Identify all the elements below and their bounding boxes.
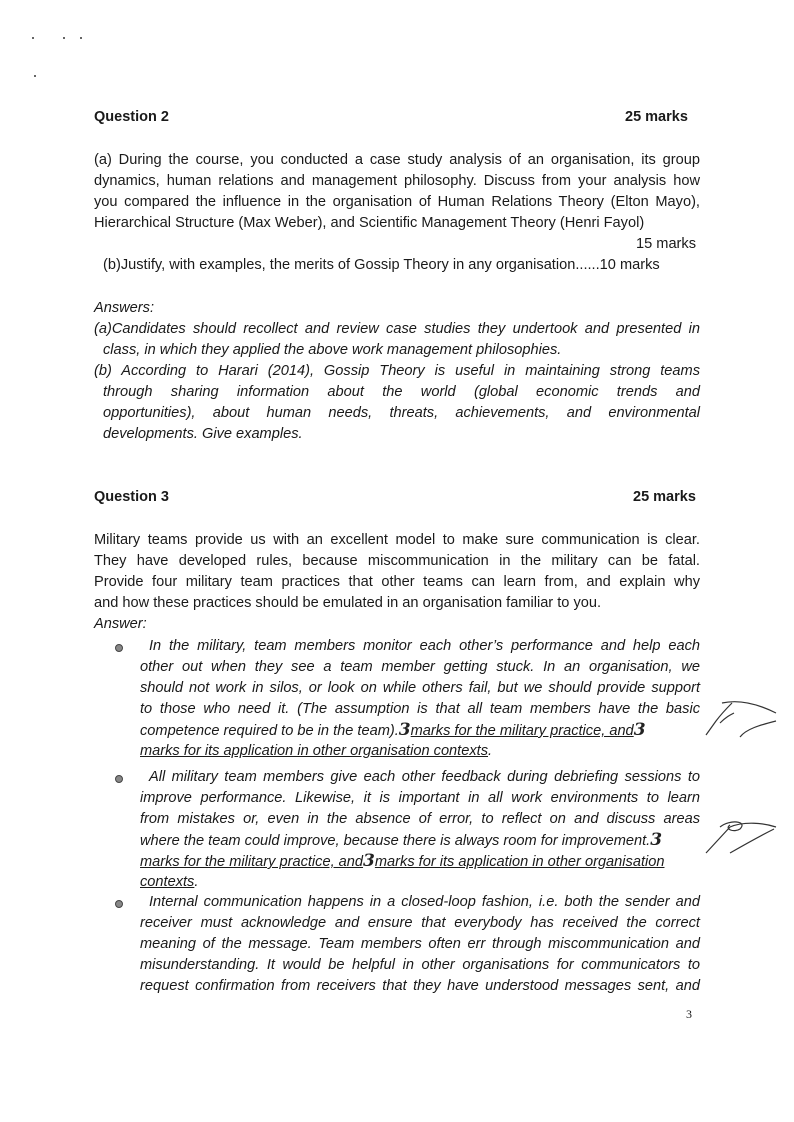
bullet-icon — [115, 775, 123, 783]
text-line: from mistakes or, even in the absence of error, to reflect on and discuss areas — [140, 811, 700, 827]
question-2-marks: 25 marks — [625, 109, 688, 125]
bullet-icon — [115, 644, 123, 652]
answer-bullet-2 — [140, 767, 700, 897]
underlined-text: marks for its application in other organisation — [374, 854, 665, 870]
question-3-intro — [94, 530, 700, 616]
underlined-text: marks for its application in other organisation contexts — [140, 743, 488, 759]
question-3-marks: 25 marks — [633, 489, 696, 505]
handwritten-mark: 3 — [363, 851, 375, 871]
text-line: Hierarchical Structure (Max Weber), and Scientific Management Theory (Henri Fayol) — [94, 215, 645, 231]
handwritten-mark: 3 — [398, 720, 411, 740]
text-line: Internal communication happens in a closed-loop fashion, i.e. both the sender and — [149, 894, 700, 910]
text-line: (a) During the course, you conducted a case study analysis of an organisation, its group — [94, 152, 700, 168]
text-line: class, in which they applied the above work management philosophies. — [103, 342, 562, 358]
bullet-icon — [115, 900, 123, 908]
handwritten-mark: 3 — [650, 830, 663, 850]
question-2-title: Question 2 — [94, 109, 169, 125]
answer-bullet-1 — [140, 636, 700, 766]
text-line: developments. Give examples. — [103, 426, 303, 442]
text-line: (a)Candidates should recollect and review case studies they undertook and presented in — [94, 321, 700, 337]
text-line: and how these practices should be emulated in an organisation familiar to you. — [94, 595, 602, 611]
part-a-marks: 15 marks — [636, 236, 697, 252]
text-line — [140, 830, 700, 852]
page-number: 3 — [686, 1007, 692, 1021]
text: . — [488, 743, 493, 759]
question-3-title: Question 3 — [94, 489, 169, 505]
text-line: They have developed rules, because miscommunication in the military can be fatal. — [94, 553, 700, 569]
scan-speck — [63, 37, 65, 39]
answers-label: Answers: — [94, 300, 155, 316]
question-2-part-a — [94, 150, 700, 240]
text-line: receiver must acknowledge and ensure that everybody has received the correct — [140, 915, 700, 931]
scan-speck — [32, 37, 34, 39]
underlined-text: contexts — [140, 874, 195, 890]
underlined-text: marks for the military practice, and — [410, 723, 634, 739]
text-line: should not work in silos, or look on while others fail, but we should provide support — [140, 680, 700, 696]
text-line: All military team members give each other feedback during debriefing sessions to — [149, 769, 700, 785]
answer-label: Answer: — [94, 616, 147, 632]
answer-bullet-3 — [140, 892, 700, 1002]
scan-speck — [80, 37, 82, 39]
text-line — [140, 720, 700, 742]
text: where the team could improve, because there is always room for improvement. — [140, 833, 651, 849]
underlined-text: marks for the military practice, and — [140, 854, 364, 870]
answer-b — [94, 361, 700, 447]
handwritten-tick-signature-icon — [700, 695, 780, 745]
text-line: (b) According to Harari (2014), Gossip Theory is useful in maintaining strong teams — [94, 363, 700, 379]
text-line — [140, 741, 700, 762]
text-line: improve performance. Likewise, it is important in all work environments to learn — [140, 790, 700, 806]
text-line: request confirmation from receivers that they have understood messages sent, and — [140, 978, 700, 994]
text-line: In the military, team members monitor each other’s performance and help each — [149, 638, 700, 654]
text-line — [140, 872, 700, 893]
text-line: meaning of the message. Team members often err through miscommunication and — [140, 936, 700, 952]
scan-speck — [34, 75, 36, 77]
text-line: dynamics, human relations and management philosophy. Discuss from your analysis how — [94, 173, 700, 189]
text-line: opportunities), about human needs, threats, achievements, and environmental — [103, 405, 700, 421]
handwritten-mark: 3 — [633, 720, 646, 740]
text-line: other out when they see a team member getting stuck. In an organisation, we — [140, 659, 700, 675]
text-line: you compared the influence in the organisation of Human Relations Theory (Elton Mayo), — [94, 194, 700, 210]
text-line — [140, 851, 700, 873]
text-line: Provide four military team practices that other teams can learn from, and explain why — [94, 574, 700, 590]
text-line: Military teams provide us with an excellent model to make sure communication is clear. — [94, 532, 700, 548]
answer-a — [94, 319, 700, 363]
question-2-part-b: (b)Justify, with examples, the merits of Gossip Theory in any organisation......10 marks — [103, 257, 660, 273]
text: . — [194, 874, 199, 890]
handwritten-initials-icon — [700, 815, 780, 860]
text-line: to those who need it. (The assumption is that all team members have the basic — [140, 701, 700, 717]
text-line: through sharing information about the world (global economic trends and — [103, 384, 700, 400]
text: competence required to be in the team). — [140, 723, 399, 739]
text-line: misunderstanding. It would be helpful in other organisations for communicators to — [140, 957, 700, 973]
